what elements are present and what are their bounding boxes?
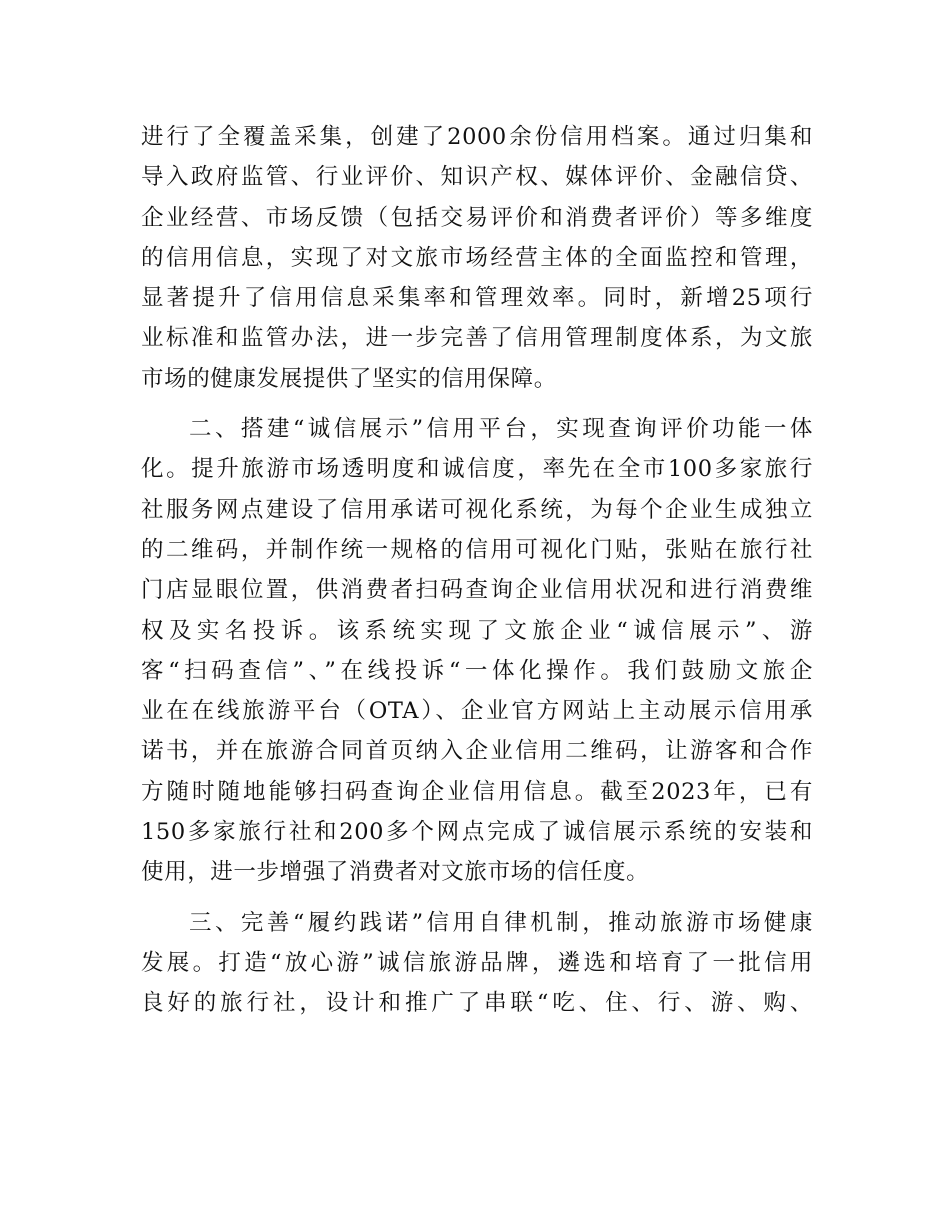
text-line: 150多家旅行社和200多个网点完成了诚信展示系统的安装和 <box>141 819 813 846</box>
body-text <box>141 117 813 1024</box>
text-line: 业在在线旅游平台（OTA）、企业官方网站上主动展示信用承 <box>141 698 813 725</box>
text-line: 使用，进一步增强了消费者对文旅市场的信任度。 <box>141 859 650 886</box>
paragraph <box>141 409 813 893</box>
text-line: 化。提升旅游市场透明度和诚信度，率先在全市100多家旅行 <box>141 456 813 483</box>
text-line: 权及实名投诉。该系统实现了文旅企业“诚信展示”、游 <box>141 617 813 644</box>
paragraph <box>141 903 813 1024</box>
text-line: 的二维码，并制作统一规格的信用可视化门贴，张贴在旅行社 <box>141 536 813 563</box>
text-line: 企业经营、市场反馈（包括交易评价和消费者评价）等多维度 <box>141 204 813 231</box>
text-line: 客“扫码查信”、”在线投诉“一体化操作。我们鼓励文旅企 <box>141 657 813 684</box>
text-line: 导入政府监管、行业评价、知识产权、媒体评价、金融信贷、 <box>141 164 813 191</box>
text-line: 社服务网点建设了信用承诺可视化系统，为每个企业生成独立 <box>141 496 813 523</box>
text-line: 二、搭建“诚信展示”信用平台，实现查询评价功能一体 <box>189 416 813 443</box>
text-line: 三、完善“履约践诺”信用自律机制，推动旅游市场健康 <box>189 909 813 936</box>
text-line: 方随时随地能够扫码查询企业信用信息。截至2023年，已有 <box>141 778 813 805</box>
text-line: 进行了全覆盖采集，创建了2000余份信用档案。通过归集和 <box>141 124 813 150</box>
paragraph <box>141 117 813 399</box>
text-line: 良好的旅行社，设计和推广了串联“吃、住、行、游、购、 <box>141 990 813 1017</box>
text-line: 业标准和监管办法，进一步完善了信用管理制度体系，为文旅 <box>141 325 813 352</box>
text-line: 发展。打造“放心游”诚信旅游品牌，遴选和培育了一批信用 <box>141 949 813 976</box>
text-line: 市场的健康发展提供了坚实的信用保障。 <box>141 365 557 392</box>
text-line: 诺书，并在旅游合同首页纳入企业信用二维码，让游客和合作 <box>141 738 813 765</box>
text-line: 门店显眼位置，供消费者扫码查询企业信用状况和进行消费维 <box>141 577 813 604</box>
text-line: 显著提升了信用信息采集率和管理效率。同时，新增25项行 <box>141 285 813 312</box>
text-line: 的信用信息，实现了对文旅市场经营主体的全面监控和管理， <box>141 244 813 271</box>
